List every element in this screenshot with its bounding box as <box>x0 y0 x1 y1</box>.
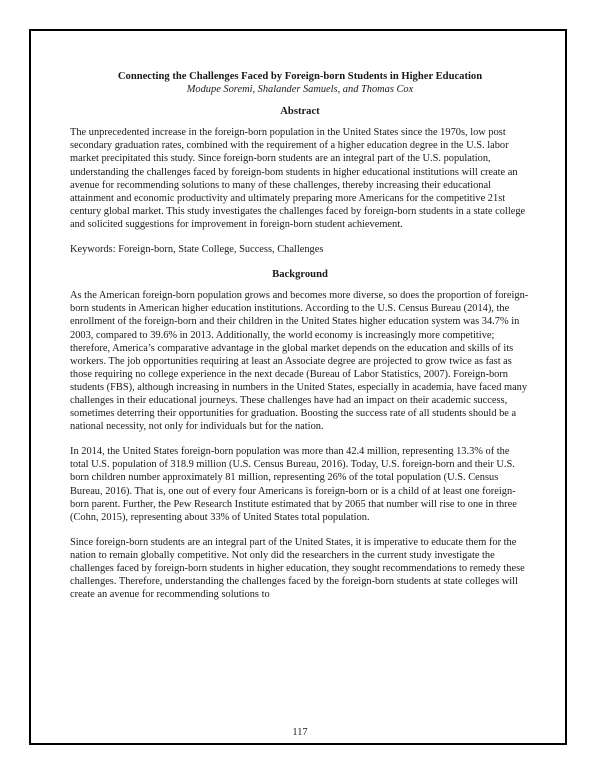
abstract-text: The unprecedented increase in the foreign-born population in the United States since the 1970s, low post secondary graduation rates, combined with the requirement of a higher education degree in the U.S. labor market precipitated this study. Since foreign-born students are an integral part of the U.S. population, understanding the challenges faced by foreign-bom students in higher educational institutions will create an avenue for recommending solutions to many of these challenges, thereby increasing their educational attainment and economic productivity and ultimately preparing more Americans for the competitive 21st century global market. This study investigates the challenges faced by foreign-born students in a state college and solicited suggestions for improvement in foreign-born student achievement. <box>70 127 526 230</box>
paper-authors: Modupe Soremi, Shalander Samuels, and Thomas Cox <box>186 84 414 96</box>
abstract-heading: Abstract <box>280 106 320 118</box>
background-heading: Background <box>272 269 328 281</box>
paper-title: Connecting the Challenges Faced by Foreign-born Students in Higher Education <box>117 71 483 82</box>
background-paragraph-1: As the American foreign-born population grows and becomes more diverse, so does the proportion of foreign-born students in American higher education institutions. According to the U.S. Census Bureau (2014), the enrollment of the foreign-born and their children in the United States higher education system was 34.7% in 2003, compared to 39.6% in 2013. Additionally, the world economy is increasingly more competitive; therefore, America’s comparative advantage in the global market depends on the education and skills of its workers. The job opportunities requiring at least an Associate degree are projected to grow twice as fast as those requiring no college experience in the next decade (Bureau of Labor Statistics, 2007). Foreign-born students (FBS), although increasing in numbers in the United States, especially in academia, have faced many challenges in their educational journeys. These challenges have had an impact on their academic success, sometimes deterring their opportunities for graduation. Boosting the success rate of all students should be a national necessity, not only for individuals but for the nation. <box>70 290 529 433</box>
keywords: Keywords: Foreign-born, State College, Success, Challenges <box>70 244 324 256</box>
page-content <box>70 70 530 613</box>
page-number: 117 <box>292 727 308 738</box>
background-paragraph-3: Since foreign-born students are an integral part of the United States, it is imperative to educate them for the nation to remain globally competitive. Not only did the researchers in the current study investigate the challenges faced by foreign-born students in higher education, they sought recommendations to remedy these challenges. Therefore, understanding the challenges faced by the foreign-born students at state colleges will create an avenue for recommending solutions to <box>70 536 525 601</box>
background-paragraph-2: In 2014, the United States foreign-born population was more than 42.4 million, representing 13.3% of the total U.S. population of 318.9 million (U.S. Census Bureau, 2016). Today, U.S. foreign-born and their U.S. born children number approximately 81 million, representing 26% of the total population (U.S. Census Bureau, 2016). That is, one out of every four Americans is foreign-born or is a child of at least one foreign-born parent. Further, the Pew Research Institute estimated that by 2065 that number will rise to one in three (Cohn, 2015), representing about 33% of United States total population. <box>70 446 517 523</box>
